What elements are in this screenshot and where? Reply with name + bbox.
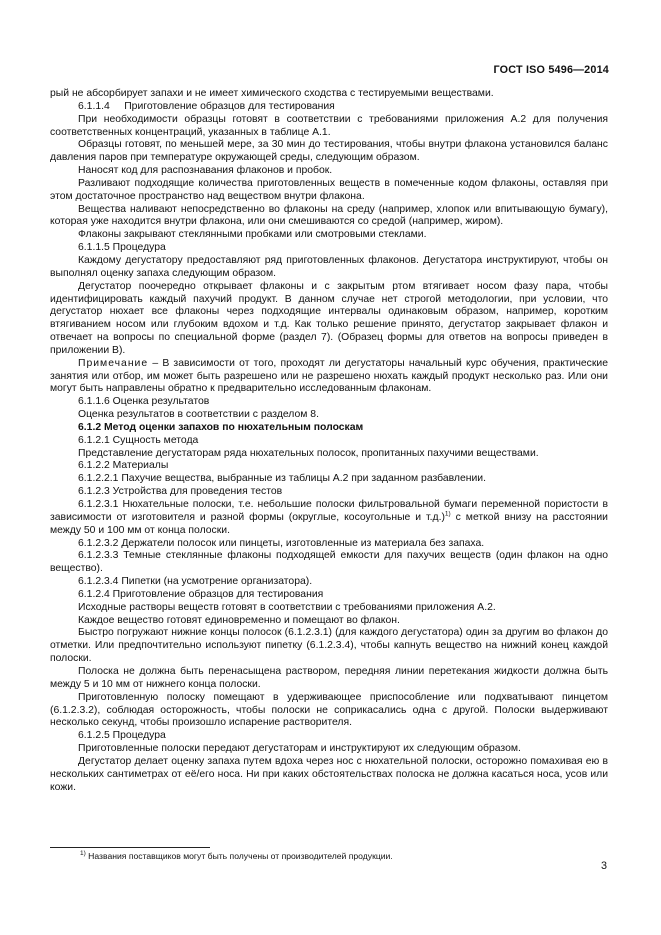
paragraph: 6.1.2.3.3 Темные стеклянные флаконы подходящей емкости для пахучих веществ (один флакон на одно вещество).	[50, 550, 608, 575]
footnote-ref: 1)	[444, 510, 451, 518]
subsection-heading: 6.1.1.4 Приготовление образцов для тестирования	[78, 100, 335, 112]
paragraph: Приготовленную полоску помещают в удерживающее приспособление или подхватывают пинцетом (6.1.2.3.2), соблюдая осторожность, чтобы полоски не соприкасались одна с другой. Полоски выдерживают несколько секунд, чтобы произошло испарение растворителя.	[50, 691, 608, 729]
paragraph-with-footnote	[50, 499, 608, 538]
note	[50, 358, 608, 397]
paragraph: Оценка результатов в соответствии с разделом 8.	[78, 409, 319, 421]
paragraph: 6.1.2.2.1 Пахучие вещества, выбранные из таблицы А.2 при заданном разбавлении.	[78, 473, 486, 485]
note-text: – В зависимости от того, проходят ли дегустаторы начальный курс обучения, практические занятия или отбор, им может быть разрешено или не разрешено нюхать каждый продукт несколько раз. Или они могут быть направлены обратно к предварительно исследованным флаконам.	[50, 357, 608, 395]
paragraph-tail: с меткой внизу на расстоянии между 50 и 100 мм от конца полоски.	[50, 511, 608, 536]
footnote-text: Названия поставщиков могут быть получены от производителей продукции.	[85, 851, 393, 861]
subsection-heading: 6.1.2.3 Устройства для проведения тестов	[78, 486, 283, 498]
subsection-heading: 6.1.2.1 Сущность метода	[78, 434, 199, 446]
footnote-divider	[50, 847, 210, 848]
paragraph: Образцы готовят, по меньшей мере, за 30 мин до тестирования, чтобы внутри флакона установился баланс давления паров при температуре окружающей среды, следующим образом.	[50, 139, 608, 164]
paragraph: Разливают подходящие количества приготовленных веществ в помеченные кодом флаконы, оставляя при этом достаточное пространство над веществом внутри флакона.	[50, 177, 608, 202]
paragraph: Вещества наливают непосредственно во флаконы на среду (например, хлопок или впитывающую бумагу), которая уже находится внутри флакона, или они смешиваются со средой (например, жиром).	[50, 203, 608, 228]
paragraph: Приготовленные полоски передают дегустаторам и инструктируют их следующим образом.	[78, 743, 521, 755]
paragraph: рый не абсорбирует запахи и не имеет химического сходства с тестируемыми веществами.	[50, 88, 494, 99]
note-label: Примечание	[78, 357, 149, 369]
subsection-heading: 6.1.2.4 Приготовление образцов для тестирования	[78, 588, 324, 600]
paragraph: Быстро погружают нижние концы полосок (6.1.2.3.1) (для каждого дегустатора) один за другим во флакон до отметки. Или предпочтительно используют пипетку (6.1.2.3.4), чтобы капнуть вещество на нижний конец каждой полоски.	[50, 627, 608, 665]
paragraph: 6.1.2.3.2 Держатели полосок или пинцеты, изготовленные из материала без запаха.	[78, 537, 485, 549]
paragraph-text: 6.1.2.3.1 Нюхательные полоски, т.е. небольшие полоски фильтровальной бумаги переменной пористости в зависимости от изготовителя и разной формы (округлые, косоугольные и т.д.)	[50, 499, 608, 523]
footnote-marker: 1)	[80, 850, 86, 858]
section-heading: 6.1.2 Метод оценки запахов по нюхательным полоскам	[78, 421, 364, 433]
paragraph: При необходимости образцы готовят в соответствии с требованиями приложения А.2 для получения соответственных концентраций, указанных в таблице А.1.	[50, 113, 608, 138]
subsection-heading: 6.1.2.2 Материалы	[78, 460, 169, 472]
paragraph: Наносят код для распознавания флаконов и пробок.	[78, 165, 333, 177]
standard-code: ГОСТ ISO 5496—2014	[493, 64, 609, 76]
page-number: 3	[600, 860, 607, 872]
paragraph: Каждому дегустатору предоставляют ряд приготовленных флаконов. Дегустатора инструктируют, чтобы он выполнял оценку запаха следующим образом.	[50, 254, 608, 279]
subsection-heading: 6.1.2.5 Процедура	[78, 730, 166, 742]
paragraph: 6.1.2.3.4 Пипетки (на усмотрение организатора).	[78, 576, 313, 588]
paragraph: Каждое вещество готовят единовременно и помещают во флакон.	[78, 614, 400, 626]
page-body	[50, 88, 608, 794]
footnote	[80, 851, 393, 861]
paragraph: Полоска не должна быть перенасыщена раствором, передняя линии перетекания жидкости должна быть между 5 и 10 мм от нижнего конца полоски.	[50, 665, 608, 690]
paragraph: Исходные растворы веществ готовят в соответствии с требованиями приложения А.2.	[78, 601, 496, 613]
paragraph: Дегустатор поочередно открывает флаконы и с закрытым ртом втягивает носом фазу пара, чтобы идентифицировать каждый пахучий продукт. В данном случае нет строгой методологии, при условии, что дегустатор нюхает все флаконы через подходящие интервалы одинаковым образом, например, коротким втягиванием носом или глубоким вдохом и т.д. Как только решение принято, дегустатор закрывает флакон и отвечает на вопросы по специальной форме (раздел 7). (Образец формы для ответов на вопросы приведен в приложении В).	[50, 280, 608, 356]
paragraph: Дегустатор делает оценку запаха путем вдоха через нос с нюхательной полоски, осторожно помахивая ею в нескольких сантиметрах от её/его носа. Ни при каких обстоятельствах полоска не должна касаться носа, усов или кожи.	[50, 755, 608, 793]
subsection-heading: 6.1.1.6 Оценка результатов	[78, 396, 210, 408]
subsection-heading: 6.1.1.5 Процедура	[78, 242, 166, 254]
paragraph: Представление дегустаторам ряда нюхательных полосок, пропитанных пахучими веществами.	[78, 447, 539, 459]
paragraph: Флаконы закрывают стеклянными пробками или смотровыми стеклами.	[78, 229, 427, 241]
